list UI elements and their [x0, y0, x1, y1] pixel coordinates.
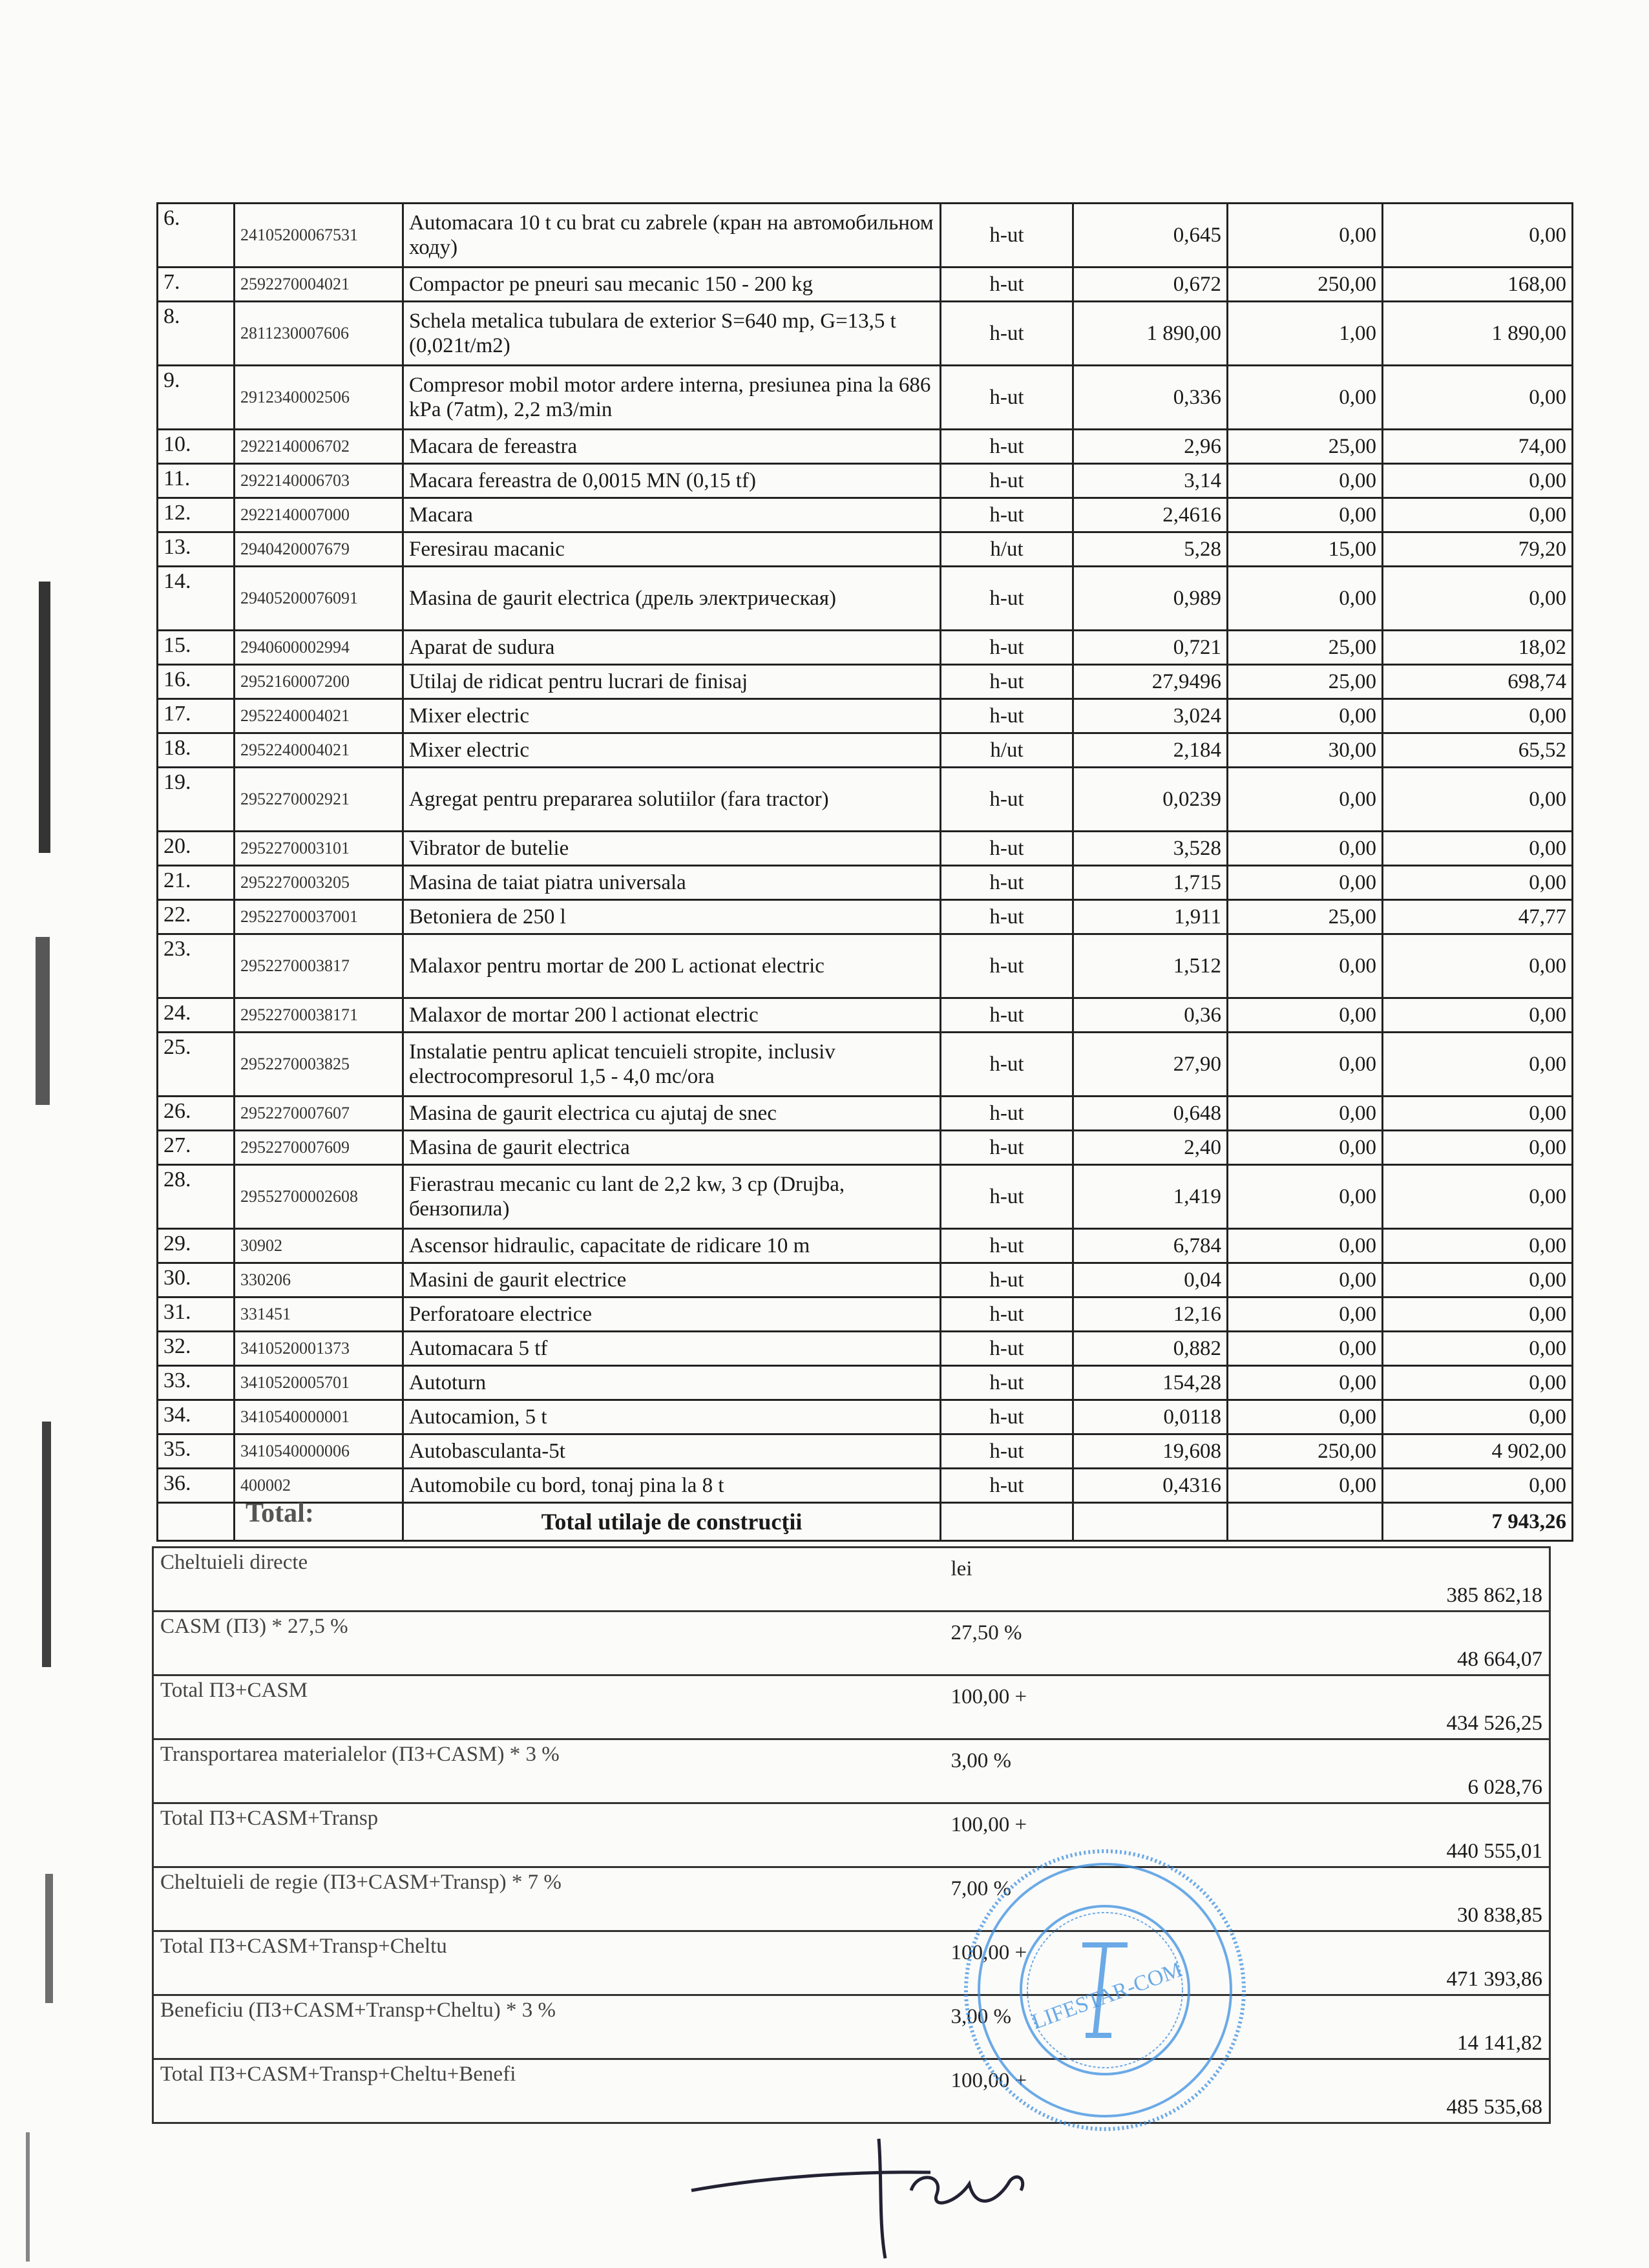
row-number: 20.: [158, 832, 235, 866]
equipment-description: Masina de taiat piatra universala: [403, 866, 941, 900]
row-number: 23.: [158, 934, 235, 998]
quantity: 2,96: [1073, 430, 1228, 464]
unit-of-measure: h-ut: [941, 498, 1073, 532]
resource-code: 2952270003817: [235, 934, 403, 998]
resource-code: 330206: [235, 1263, 403, 1297]
equipment-total-label: Total utilaje de construcţii: [403, 1503, 941, 1541]
resource-code: 2952270003205: [235, 866, 403, 900]
resource-code: 400002: [235, 1469, 403, 1503]
unit-price: 0,00: [1228, 204, 1383, 268]
resource-code: 2922140006702: [235, 430, 403, 464]
equipment-description: Vibrator de butelie: [403, 832, 941, 866]
unit-price: 25,00: [1228, 430, 1383, 464]
unit-of-measure: h-ut: [941, 1165, 1073, 1229]
resource-code: 331451: [235, 1297, 403, 1332]
summary-rate: 100,00 +: [945, 1675, 1307, 1739]
row-number: 6.: [158, 204, 235, 268]
row-number: 19.: [158, 768, 235, 832]
unit-of-measure: h-ut: [941, 1263, 1073, 1297]
table-row: [158, 1097, 1573, 1131]
resource-code: 2952270007609: [235, 1131, 403, 1165]
total-empty-cell: [1228, 1503, 1383, 1541]
unit-price: 0,00: [1228, 998, 1383, 1033]
equipment-description: Feresirau macanic: [403, 532, 941, 567]
row-sum: 0,00: [1383, 1297, 1573, 1332]
unit-price: 0,00: [1228, 464, 1383, 498]
equipment-description: Utilaj de ridicat pentru lucrari de finisaj: [403, 665, 941, 699]
row-number: 34.: [158, 1400, 235, 1434]
quantity: 3,528: [1073, 832, 1228, 866]
summary-label: Total ПЗ+CASM+Transp+Cheltu+Benefi: [153, 2059, 945, 2123]
summary-rate: 7,00 %: [945, 1867, 1307, 1931]
summary-amount: 48 664,07: [1307, 1612, 1550, 1675]
quantity: 27,90: [1073, 1033, 1228, 1097]
resource-code: 2940420007679: [235, 532, 403, 567]
row-sum: 0,00: [1383, 1165, 1573, 1229]
row-sum: 79,20: [1383, 532, 1573, 567]
unit-of-measure: h-ut: [941, 567, 1073, 631]
summary-amount: 14 141,82: [1307, 1995, 1550, 2059]
quantity: 0,672: [1073, 268, 1228, 302]
row-sum: 0,00: [1383, 934, 1573, 998]
resource-code: 2952240004021: [235, 699, 403, 733]
unit-price: 0,00: [1228, 1131, 1383, 1165]
summary-rate: 100,00 +: [945, 2059, 1307, 2123]
equipment-description: Schela metalica tubulara de exterior S=640 mp, G=13,5 t (0,021t/m2): [403, 302, 941, 366]
row-number: 7.: [158, 268, 235, 302]
quantity: 6,784: [1073, 1229, 1228, 1263]
unit-of-measure: h-ut: [941, 1332, 1073, 1366]
row-sum: 0,00: [1383, 1400, 1573, 1434]
unit-of-measure: h-ut: [941, 1400, 1073, 1434]
resource-code: 2952160007200: [235, 665, 403, 699]
row-number: 11.: [158, 464, 235, 498]
resource-code: 2811230007606: [235, 302, 403, 366]
unit-price: 30,00: [1228, 733, 1383, 768]
unit-of-measure: h-ut: [941, 665, 1073, 699]
equipment-description: Agregat pentru prepararea solutiilor (fara tractor): [403, 768, 941, 832]
resource-code: 29522700037001: [235, 900, 403, 934]
resource-code: 29405200076091: [235, 567, 403, 631]
row-sum: 0,00: [1383, 1131, 1573, 1165]
unit-price: 250,00: [1228, 1434, 1383, 1469]
summary-label: Beneficiu (ПЗ+CASM+Transp+Cheltu) * 3 %: [153, 1995, 945, 2059]
quantity: 5,28: [1073, 532, 1228, 567]
row-number: 22.: [158, 900, 235, 934]
resource-code: 2912340002506: [235, 366, 403, 430]
row-sum: 0,00: [1383, 498, 1573, 532]
unit-of-measure: h-ut: [941, 1434, 1073, 1469]
quantity: 154,28: [1073, 1366, 1228, 1400]
table-row: [158, 567, 1573, 631]
unit-price: 0,00: [1228, 699, 1383, 733]
table-row: [158, 1033, 1573, 1097]
unit-of-measure: h-ut: [941, 934, 1073, 998]
unit-price: 250,00: [1228, 268, 1383, 302]
equipment-description: Ascensor hidraulic, capacitate de ridicare 10 m: [403, 1229, 941, 1263]
table-row: [158, 998, 1573, 1033]
summary-row: [153, 1995, 1550, 2059]
equipment-description: Mixer electric: [403, 699, 941, 733]
row-number: 21.: [158, 866, 235, 900]
total-empty-cell: [158, 1503, 235, 1541]
equipment-description: Macara: [403, 498, 941, 532]
unit-price: 25,00: [1228, 665, 1383, 699]
equipment-description: Autocamion, 5 t: [403, 1400, 941, 1434]
equipment-description: Masina de gaurit electrica cu ajutaj de snec: [403, 1097, 941, 1131]
resource-code: 2940600002994: [235, 631, 403, 665]
quantity: 1 890,00: [1073, 302, 1228, 366]
summary-label: Total ПЗ+CASM: [153, 1675, 945, 1739]
row-sum: 0,00: [1383, 998, 1573, 1033]
row-number: 28.: [158, 1165, 235, 1229]
unit-price: 0,00: [1228, 1366, 1383, 1400]
row-number: 8.: [158, 302, 235, 366]
row-number: 35.: [158, 1434, 235, 1469]
row-sum: 0,00: [1383, 1097, 1573, 1131]
unit-price: 25,00: [1228, 631, 1383, 665]
resource-code: 30902: [235, 1229, 403, 1263]
unit-of-measure: h/ut: [941, 532, 1073, 567]
table-row: [158, 699, 1573, 733]
equipment-description: Betoniera de 250 l: [403, 900, 941, 934]
row-sum: 0,00: [1383, 699, 1573, 733]
table-row: [158, 1469, 1573, 1503]
summary-amount: 434 526,25: [1307, 1675, 1550, 1739]
unit-price: 0,00: [1228, 934, 1383, 998]
summary-row: [153, 1803, 1550, 1867]
row-number: 14.: [158, 567, 235, 631]
row-sum: 65,52: [1383, 733, 1573, 768]
resource-code: 29552700002608: [235, 1165, 403, 1229]
row-number: 36.: [158, 1469, 235, 1503]
unit-of-measure: h-ut: [941, 832, 1073, 866]
row-sum: 18,02: [1383, 631, 1573, 665]
row-sum: 0,00: [1383, 1469, 1573, 1503]
table-row: [158, 1434, 1573, 1469]
quantity: 0,0118: [1073, 1400, 1228, 1434]
row-sum: 0,00: [1383, 567, 1573, 631]
row-number: 29.: [158, 1229, 235, 1263]
quantity: 0,648: [1073, 1097, 1228, 1131]
quantity: 1,715: [1073, 866, 1228, 900]
quantity: 0,989: [1073, 567, 1228, 631]
summary-label: Total ПЗ+CASM+Transp: [153, 1803, 945, 1867]
summary-row: [153, 1931, 1550, 1995]
table-row: [158, 768, 1573, 832]
row-number: 18.: [158, 733, 235, 768]
unit-of-measure: h-ut: [941, 1097, 1073, 1131]
row-number: 12.: [158, 498, 235, 532]
equipment-description: Malaxor pentru mortar de 200 L actionat electric: [403, 934, 941, 998]
row-sum: 0,00: [1383, 768, 1573, 832]
unit-price: 0,00: [1228, 866, 1383, 900]
unit-price: 0,00: [1228, 1297, 1383, 1332]
equipment-total-value: 7 943,26: [1383, 1503, 1573, 1541]
resource-code: 2592270004021: [235, 268, 403, 302]
equipment-description: Aparat de sudura: [403, 631, 941, 665]
table-row: [158, 366, 1573, 430]
unit-price: 0,00: [1228, 1400, 1383, 1434]
equipment-description: Autobasculanta-5t: [403, 1434, 941, 1469]
row-sum: 0,00: [1383, 1366, 1573, 1400]
unit-price: 0,00: [1228, 832, 1383, 866]
equipment-description: Fierastrau mecanic cu lant de 2,2 kw, 3 cp (Drujba, бензопила): [403, 1165, 941, 1229]
unit-price: 1,00: [1228, 302, 1383, 366]
unit-price: 0,00: [1228, 567, 1383, 631]
unit-of-measure: h-ut: [941, 1033, 1073, 1097]
row-sum: 0,00: [1383, 1033, 1573, 1097]
resource-code: 2952270002921: [235, 768, 403, 832]
summary-label: CASM (ПЗ) * 27,5 %: [153, 1612, 945, 1675]
unit-price: 0,00: [1228, 1229, 1383, 1263]
table-row: [158, 430, 1573, 464]
row-sum: 0,00: [1383, 1332, 1573, 1366]
summary-label: Cheltuieli directe: [153, 1548, 945, 1612]
equipment-description: Masina de gaurit electrica (дрель электрическая): [403, 567, 941, 631]
resource-code: 2952270007607: [235, 1097, 403, 1131]
row-number: 27.: [158, 1131, 235, 1165]
summary-table: [152, 1546, 1551, 2124]
quantity: 27,9496: [1073, 665, 1228, 699]
table-row: [158, 1165, 1573, 1229]
summary-amount: 30 838,85: [1307, 1867, 1550, 1931]
row-sum: 698,74: [1383, 665, 1573, 699]
resource-code: 2952270003825: [235, 1033, 403, 1097]
table-row: [158, 934, 1573, 998]
equipment-description: Automacara 5 tf: [403, 1332, 941, 1366]
quantity: 0,882: [1073, 1332, 1228, 1366]
company-stamp: [956, 1842, 1254, 2139]
equipment-description: Perforatoare electrice: [403, 1297, 941, 1332]
summary-rate: 3,00 %: [945, 1995, 1307, 2059]
quantity: 0,4316: [1073, 1469, 1228, 1503]
summary-amount: 385 862,18: [1307, 1548, 1550, 1612]
equipment-description: Macara de fereastra: [403, 430, 941, 464]
quantity: 1,419: [1073, 1165, 1228, 1229]
unit-of-measure: h-ut: [941, 998, 1073, 1033]
unit-price: 0,00: [1228, 768, 1383, 832]
summary-rate: 100,00 +: [945, 1931, 1307, 1995]
table-row: [158, 1263, 1573, 1297]
equipment-description: Macara fereastra de 0,0015 MN (0,15 tf): [403, 464, 941, 498]
summary-amount: 6 028,76: [1307, 1739, 1550, 1803]
row-sum: 4 902,00: [1383, 1434, 1573, 1469]
scan-edge-artifact: [0, 0, 78, 2268]
quantity: 12,16: [1073, 1297, 1228, 1332]
row-sum: 0,00: [1383, 866, 1573, 900]
table-row: [158, 1332, 1573, 1366]
table-row: [158, 1366, 1573, 1400]
table-row: [158, 733, 1573, 768]
row-number: 15.: [158, 631, 235, 665]
row-number: 16.: [158, 665, 235, 699]
row-sum: 1 890,00: [1383, 302, 1573, 366]
row-number: 30.: [158, 1263, 235, 1297]
row-sum: 47,77: [1383, 900, 1573, 934]
unit-of-measure: h-ut: [941, 900, 1073, 934]
equipment-description: Automacara 10 t cu brat cu zabrele (кран на автомобильном ходу): [403, 204, 941, 268]
equipment-description: Automobile cu bord, tonaj pina la 8 t: [403, 1469, 941, 1503]
summary-rate: lei: [945, 1548, 1307, 1612]
table-row: [158, 832, 1573, 866]
summary-row: [153, 1739, 1550, 1803]
row-sum: 0,00: [1383, 1263, 1573, 1297]
unit-price: 15,00: [1228, 532, 1383, 567]
resource-code: 3410520001373: [235, 1332, 403, 1366]
resource-code: 2922140007000: [235, 498, 403, 532]
table-row: [158, 498, 1573, 532]
unit-of-measure: h-ut: [941, 302, 1073, 366]
table-row: [158, 631, 1573, 665]
total-empty-cell: [1073, 1503, 1228, 1541]
summary-rate: 100,00 +: [945, 1803, 1307, 1867]
unit-price: 25,00: [1228, 900, 1383, 934]
table-row: [158, 1400, 1573, 1434]
table-row: [158, 665, 1573, 699]
resource-code: 2922140006703: [235, 464, 403, 498]
table-row: [158, 1297, 1573, 1332]
equipment-description: Compactor pe pneuri sau mecanic 150 - 200 kg: [403, 268, 941, 302]
unit-of-measure: h-ut: [941, 1229, 1073, 1263]
resource-code: 3410520005701: [235, 1366, 403, 1400]
signature: [685, 2113, 1137, 2268]
unit-of-measure: h-ut: [941, 430, 1073, 464]
unit-of-measure: h-ut: [941, 1131, 1073, 1165]
row-number: 26.: [158, 1097, 235, 1131]
equipment-description: Compresor mobil motor ardere interna, presiunea pina la 686 kPa (7atm), 2,2 m3/min: [403, 366, 941, 430]
resource-code: 3410540000006: [235, 1434, 403, 1469]
summary-amount: 485 535,68: [1307, 2059, 1550, 2123]
summary-amount: 471 393,86: [1307, 1931, 1550, 1995]
table-row: [158, 900, 1573, 934]
unit-of-measure: h-ut: [941, 1366, 1073, 1400]
equipment-description: Autoturn: [403, 1366, 941, 1400]
quantity: 0,645: [1073, 204, 1228, 268]
equipment-description: Masina de gaurit electrica: [403, 1131, 941, 1165]
summary-row: [153, 1548, 1550, 1612]
total-empty-cell: [941, 1503, 1073, 1541]
row-number: 25.: [158, 1033, 235, 1097]
row-sum: 0,00: [1383, 1229, 1573, 1263]
row-sum: 168,00: [1383, 268, 1573, 302]
resource-code: 29522700038171: [235, 998, 403, 1033]
resource-code: 2952240004021: [235, 733, 403, 768]
row-sum: 0,00: [1383, 464, 1573, 498]
table-row: [158, 268, 1573, 302]
row-sum: 0,00: [1383, 204, 1573, 268]
unit-price: 0,00: [1228, 1263, 1383, 1297]
summary-rate: 3,00 %: [945, 1739, 1307, 1803]
unit-of-measure: h-ut: [941, 631, 1073, 665]
quantity: 0,04: [1073, 1263, 1228, 1297]
unit-of-measure: h-ut: [941, 204, 1073, 268]
summary-row: [153, 1867, 1550, 1931]
row-number: 9.: [158, 366, 235, 430]
summary-row: [153, 1612, 1550, 1675]
summary-label: Cheltuieli de regie (ПЗ+CASM+Transp) * 7 %: [153, 1867, 945, 1931]
summary-rate: 27,50 %: [945, 1612, 1307, 1675]
row-number: 17.: [158, 699, 235, 733]
unit-price: 0,00: [1228, 1165, 1383, 1229]
summary-heading: Total:: [246, 1498, 314, 1528]
table-row: [158, 1131, 1573, 1165]
resource-code: 2952270003101: [235, 832, 403, 866]
construction-equipment-table: [156, 202, 1573, 1542]
unit-price: 0,00: [1228, 366, 1383, 430]
equipment-description: Instalatie pentru aplicat tencuieli stropite, inclusiv electrocompresorul 1,5 - 4,0 mc/ora: [403, 1033, 941, 1097]
quantity: 0,336: [1073, 366, 1228, 430]
equipment-description: Malaxor de mortar 200 l actionat electric: [403, 998, 941, 1033]
quantity: 19,608: [1073, 1434, 1228, 1469]
table-row: [158, 1229, 1573, 1263]
unit-price: 0,00: [1228, 1097, 1383, 1131]
table-row: [158, 302, 1573, 366]
row-number: 32.: [158, 1332, 235, 1366]
quantity: 0,36: [1073, 998, 1228, 1033]
summary-label: Transportarea materialelor (ПЗ+CASM) * 3 %: [153, 1739, 945, 1803]
unit-of-measure: h-ut: [941, 699, 1073, 733]
quantity: 2,184: [1073, 733, 1228, 768]
quantity: 3,024: [1073, 699, 1228, 733]
table-row: [158, 866, 1573, 900]
svg-text:LIFESTAR-COM: LIFESTAR-COM: [1028, 1957, 1186, 2035]
row-number: 13.: [158, 532, 235, 567]
unit-of-measure: h-ut: [941, 1469, 1073, 1503]
unit-price: 0,00: [1228, 1469, 1383, 1503]
unit-price: 0,00: [1228, 1033, 1383, 1097]
row-sum: 0,00: [1383, 832, 1573, 866]
unit-price: 0,00: [1228, 498, 1383, 532]
unit-of-measure: h-ut: [941, 268, 1073, 302]
quantity: 2,4616: [1073, 498, 1228, 532]
summary-row: [153, 1675, 1550, 1739]
resource-code: 24105200067531: [235, 204, 403, 268]
unit-of-measure: h-ut: [941, 464, 1073, 498]
row-sum: 74,00: [1383, 430, 1573, 464]
table-row: [158, 532, 1573, 567]
quantity: 0,721: [1073, 631, 1228, 665]
unit-of-measure: h-ut: [941, 366, 1073, 430]
summary-label: Total ПЗ+CASM+Transp+Cheltu: [153, 1931, 945, 1995]
table-row: [158, 204, 1573, 268]
quantity: 2,40: [1073, 1131, 1228, 1165]
table-row: [158, 464, 1573, 498]
equipment-description: Mixer electric: [403, 733, 941, 768]
unit-of-measure: h/ut: [941, 733, 1073, 768]
row-number: 31.: [158, 1297, 235, 1332]
equipment-total-row: [158, 1503, 1573, 1541]
unit-price: 0,00: [1228, 1332, 1383, 1366]
quantity: 0,0239: [1073, 768, 1228, 832]
row-number: 33.: [158, 1366, 235, 1400]
unit-of-measure: h-ut: [941, 866, 1073, 900]
row-number: 24.: [158, 998, 235, 1033]
resource-code: 3410540000001: [235, 1400, 403, 1434]
equipment-description: Masini de gaurit electrice: [403, 1263, 941, 1297]
summary-amount: 440 555,01: [1307, 1803, 1550, 1867]
unit-of-measure: h-ut: [941, 1297, 1073, 1332]
row-number: 10.: [158, 430, 235, 464]
quantity: 1,512: [1073, 934, 1228, 998]
quantity: 1,911: [1073, 900, 1228, 934]
row-sum: 0,00: [1383, 366, 1573, 430]
quantity: 3,14: [1073, 464, 1228, 498]
unit-of-measure: h-ut: [941, 768, 1073, 832]
